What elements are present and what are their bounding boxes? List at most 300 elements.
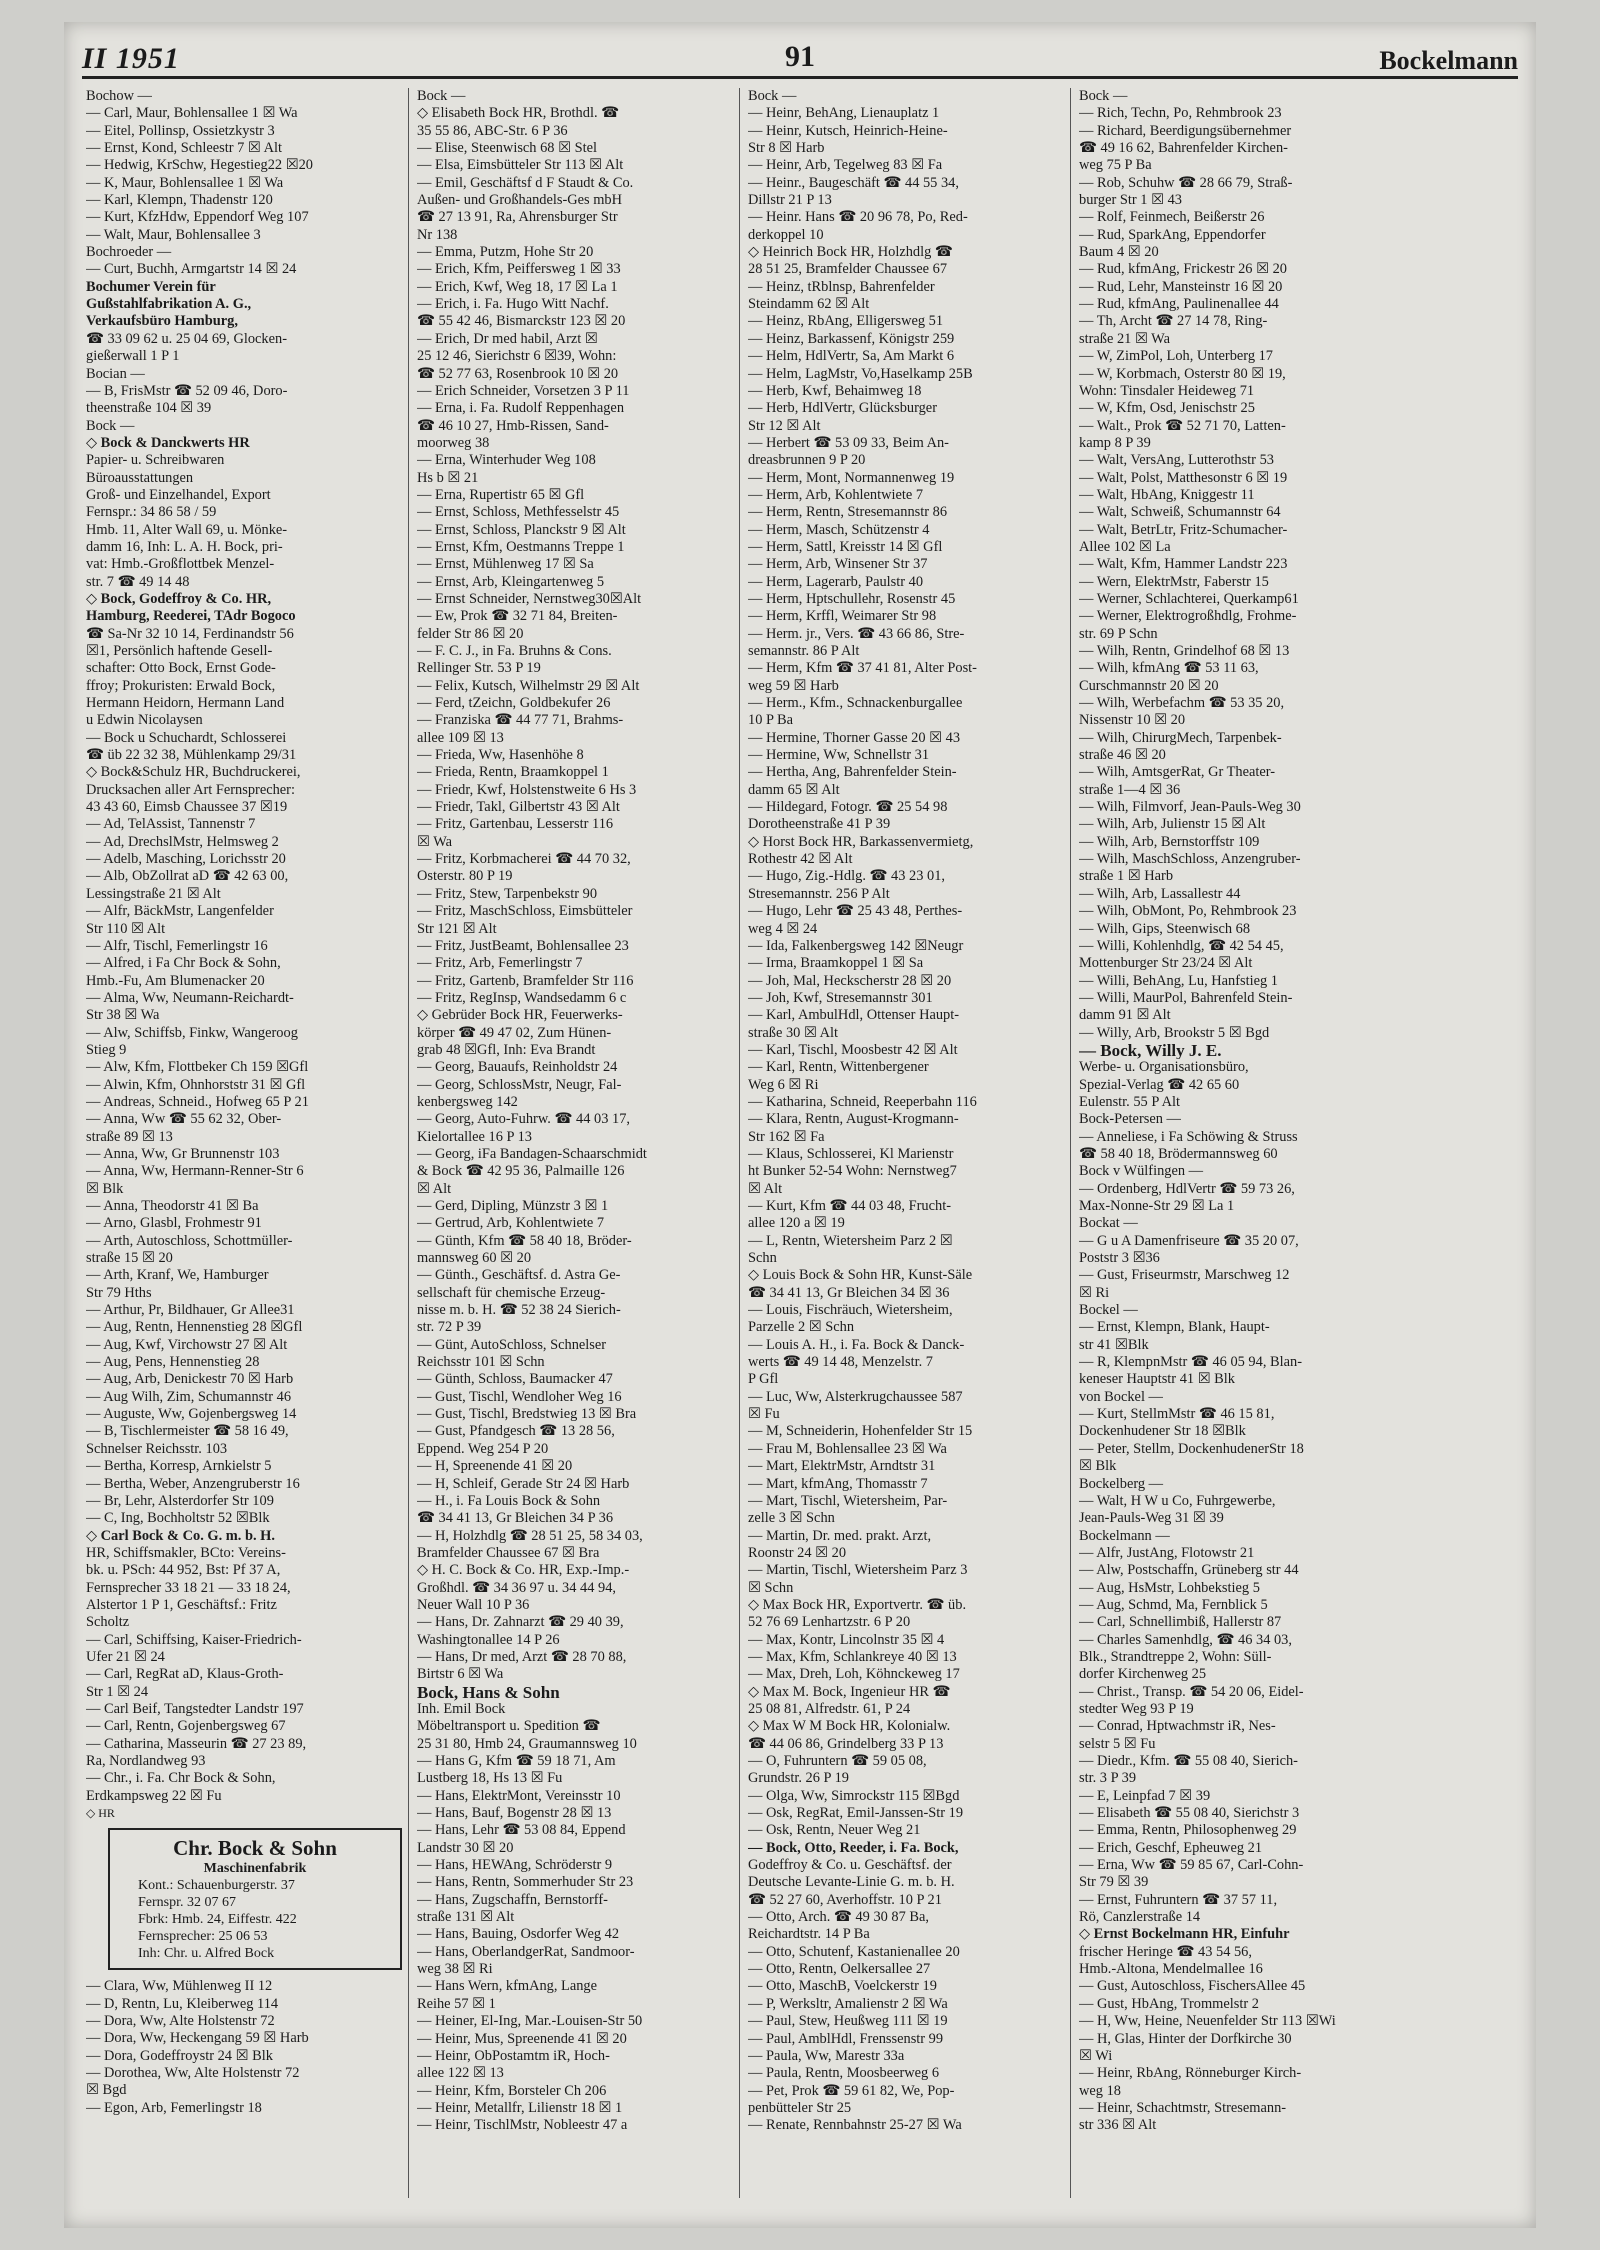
directory-entry-line: — Curt, Buchh, Armgartstr 14 ☒ 24 bbox=[86, 261, 297, 278]
directory-entry-line: — Heinr, Arb, Tegelweg 83 ☒ Fa bbox=[748, 157, 943, 174]
directory-entry-line: — Herm, Rentn, Stresemannstr 86 bbox=[748, 504, 948, 521]
directory-entry-line: — Kurt, StellmMstr ☎ 46 15 81, bbox=[1079, 1406, 1275, 1423]
directory-entry-line: Str 12 ☒ Alt bbox=[748, 417, 821, 434]
directory-entry-line: ☒ Ri bbox=[1079, 1284, 1110, 1301]
directory-entry-line: — Dora, Ww, Alte Holstenstr 72 bbox=[86, 2013, 275, 2030]
directory-entry-line: — Walt, Polst, Matthesonstr 6 ☒ 19 bbox=[1079, 469, 1288, 486]
directory-entry-line: — F. C. J., in Fa. Bruhns & Cons. bbox=[417, 643, 612, 659]
directory-entry-line: Ra, Nordlandweg 93 bbox=[86, 1753, 206, 1769]
directory-entry-line: — Bertha, Weber, Anzengruberstr 16 bbox=[86, 1475, 300, 1492]
directory-entry-line: — Gust, Tischl, Wendloher Weg 16 bbox=[417, 1388, 622, 1405]
directory-entry-line: Bock — bbox=[748, 88, 797, 104]
directory-entry-line: str. 3 P 39 bbox=[1079, 1770, 1137, 1787]
directory-entry-line: — Günth., Geschäftsf. d. Astra Ge- bbox=[417, 1267, 621, 1284]
directory-entry-line: allee 109 ☒ 13 bbox=[417, 729, 504, 746]
directory-entry-line: — Klara, Rentn, August-Krogmann- bbox=[748, 1111, 959, 1128]
directory-entry-line: — Karl, Rentn, Wittenbergener bbox=[748, 1059, 929, 1076]
directory-entry-line: Mottenburger Str 23/24 ☒ Alt bbox=[1079, 955, 1253, 972]
directory-entry-line: — Günt, AutoSchloss, Schnelser bbox=[417, 1336, 607, 1353]
directory-entry-line: 25 08 81, Alfredstr. 61, P 24 bbox=[748, 1700, 911, 1717]
directory-entry-line: zelle 3 ☒ Schn bbox=[748, 1510, 835, 1527]
directory-entry-line: — Eitel, Pollinsp, Ossietzkystr 3 bbox=[86, 122, 275, 139]
directory-entry-line: — Hans, ElektrMont, Vereinsstr 10 bbox=[417, 1787, 621, 1804]
directory-entry-line: — Herm, Mont, Normannenweg 19 bbox=[748, 469, 955, 486]
directory-entry-line: — R, KlempnMstr ☎ 46 05 94, Blan- bbox=[1079, 1354, 1302, 1371]
directory-entry-line: — Arth, Autoschloss, Schottmüller- bbox=[86, 1232, 293, 1249]
directory-entry-line: ◇ Ernst Bockelmann HR, Einfuhr bbox=[1079, 1926, 1290, 1943]
directory-entry-line: schafter: Otto Bock, Ernst Gode- bbox=[86, 660, 276, 677]
directory-entry-line: ◇ Max W M Bock HR, Kolonialw. bbox=[748, 1718, 951, 1735]
directory-entry-line: — Ew, Prok ☎ 32 71 84, Breiten- bbox=[417, 608, 618, 625]
directory-entry-line: 35 55 86, ABC-Str. 6 P 36 bbox=[417, 122, 568, 139]
directory-entry-line: — Ernst, Schloss, Methfesselstr 45 bbox=[417, 504, 620, 521]
directory-entry-line: — Alfr, BäckMstr, Langenfelder bbox=[86, 903, 274, 920]
directory-entry-line: — Aug, Pens, Hennenstieg 28 bbox=[86, 1354, 260, 1371]
directory-entry-line: Ufer 21 ☒ 24 bbox=[86, 1648, 165, 1665]
directory-entry-line: ☎ 46 10 27, Hmb-Rissen, Sand- bbox=[417, 417, 609, 434]
directory-entry-line: derkoppel 10 bbox=[748, 226, 824, 243]
directory-entry-line: — Dora, Ww, Heckengang 59 ☒ Harb bbox=[86, 2030, 309, 2047]
directory-entry-line: ◇ Bock&Schulz HR, Buchdruckerei, bbox=[86, 764, 301, 781]
directory-entry-line: — Anneliese, i Fa Schöwing & Struss bbox=[1079, 1128, 1298, 1145]
directory-entry-line: — Hans, Dr. Zahnarzt ☎ 29 40 39, bbox=[417, 1614, 624, 1631]
directory-entry-line: — Hans, Bauing, Osdorfer Weg 42 bbox=[417, 1926, 620, 1943]
directory-entry-line: — Erna, Rupertistr 65 ☒ Gfl bbox=[417, 486, 585, 503]
directory-entry-line: — Walt, H W u Co, Fuhrgewerbe, bbox=[1079, 1492, 1276, 1509]
directory-entry-line: 43 43 60, Eimsb Chaussee 37 ☒19 bbox=[86, 799, 288, 816]
directory-entry-line: — Ernst, Mühlenweg 17 ☒ Sa bbox=[417, 556, 594, 573]
directory-entry-line: P Gfl bbox=[748, 1371, 779, 1388]
directory-entry-line: ☎ 49 16 62, Bahrenfelder Kirchen- bbox=[1079, 140, 1288, 157]
directory-entry-line: — Walt, HbAng, Kniggestr 11 bbox=[1079, 486, 1255, 503]
directory-entry-line: str. 69 P Schn bbox=[1079, 625, 1158, 642]
directory-entry-line: straße 131 ☒ Alt bbox=[417, 1909, 515, 1926]
directory-entry-line: damm 91 ☒ Alt bbox=[1079, 1007, 1171, 1024]
directory-entry-line: — Erna, Ww ☎ 59 85 67, Carl-Cohn- bbox=[1079, 1857, 1304, 1874]
page-number: 91 bbox=[785, 40, 815, 73]
directory-entry-line: ◇ Horst Bock HR, Barkassenvermietg, bbox=[748, 833, 974, 850]
directory-entry-line: — Carl, Maur, Bohlensallee 1 ☒ Wa bbox=[86, 105, 298, 122]
directory-entry-line: — Gertrud, Arb, Kohlentwiete 7 bbox=[417, 1215, 605, 1232]
directory-entry-line: damm 65 ☒ Alt bbox=[748, 781, 840, 798]
directory-entry-line: — Arthur, Pr, Bildhauer, Gr Allee31 bbox=[86, 1302, 295, 1319]
directory-entry-line: Bochroeder — bbox=[86, 244, 172, 261]
directory-entry-line: — Wern, ElektrMstr, Faberstr 15 bbox=[1079, 573, 1269, 590]
directory-entry-line: — Walt, VersAng, Lutterothstr 53 bbox=[1079, 452, 1274, 469]
directory-entry-line: straße 30 ☒ Alt bbox=[748, 1024, 839, 1041]
directory-entry-line: — Bock, Willy J. E. bbox=[1079, 1041, 1222, 1060]
directory-entry-line: Grundstr. 26 P 19 bbox=[748, 1770, 850, 1787]
directory-entry-line: ◇ H. C. Bock & Co. HR, Exp.-Imp.- bbox=[417, 1562, 630, 1579]
directory-entry-line: — Otto, Schutenf, Kastanienallee 20 bbox=[748, 1943, 960, 1960]
directory-entry-line: — Ernst, Kfm, Oestmanns Treppe 1 bbox=[417, 538, 625, 555]
directory-entry-line: ☎ 27 13 91, Ra, Ahrensburger Str bbox=[417, 209, 618, 226]
directory-entry-line: — Rich, Techn, Po, Rehmbrook 23 bbox=[1079, 105, 1282, 122]
directory-entry-line: — Wilh, Arb, Bernstorffstr 109 bbox=[1079, 833, 1260, 850]
directory-entry-line: — Aug, Arb, Denickestr 70 ☒ Harb bbox=[86, 1371, 294, 1388]
directory-entry-line: straße 1—4 ☒ 36 bbox=[1079, 781, 1181, 798]
directory-entry-line: ☒ Wi bbox=[1079, 2047, 1113, 2064]
directory-entry-line: weg 38 ☒ Ri bbox=[417, 1961, 493, 1978]
directory-entry-line: — Paula, Rentn, Moosbeerweg 6 bbox=[748, 2065, 940, 2082]
directory-entry-line: Bock-Petersen — bbox=[1079, 1111, 1181, 1128]
directory-entry-line: — G u A Damenfriseure ☎ 35 20 07, bbox=[1079, 1232, 1299, 1249]
directory-entry-line: — Hans, Bauf, Bogenstr 28 ☒ 13 bbox=[417, 1805, 612, 1822]
directory-entry-line: — Alwin, Kfm, Ohnhorststr 31 ☒ Gfl bbox=[86, 1076, 306, 1093]
directory-entry-line: ffroy; Prokuristen: Erwald Bock, bbox=[86, 677, 276, 694]
directory-entry-line: straße 15 ☒ 20 bbox=[86, 1250, 173, 1267]
directory-entry-line: — Aug, HsMstr, Lohbekstieg 5 bbox=[1079, 1579, 1260, 1596]
directory-entry-line: Bock — bbox=[86, 417, 135, 434]
directory-entry-line: — Wilh, Filmvorf, Jean-Pauls-Weg 30 bbox=[1079, 799, 1301, 816]
directory-entry-line: — Günth, Schloss, Baumacker 47 bbox=[417, 1371, 613, 1388]
directory-entry-line: Büroausstattungen bbox=[86, 469, 194, 486]
directory-entry-line: — Hugo, Zig.-Hdlg. ☎ 43 23 01, bbox=[748, 868, 945, 885]
directory-entry-line: Osterstr. 80 P 19 bbox=[417, 868, 513, 885]
directory-entry-line: Alstertor 1 P 1, Geschäftsf.: Fritz bbox=[86, 1596, 277, 1613]
directory-entry-line: — Hans, Zugschaffn, Bernstorff- bbox=[417, 1891, 608, 1908]
directory-entry-line: ☎ 52 27 60, Averhoffstr. 10 P 21 bbox=[748, 1891, 942, 1908]
directory-entry-line: Lessingstraße 21 ☒ Alt bbox=[86, 885, 221, 902]
directory-entry-line: — Georg, iFa Bandagen-Schaarschmidt bbox=[417, 1145, 647, 1162]
directory-entry-line: ◇ Heinrich Bock HR, Holzhdlg ☎ bbox=[748, 244, 953, 261]
directory-entry-line: — Heinr, ObPostamtm iR, Hoch- bbox=[417, 2047, 610, 2064]
directory-entry-line: — Bertha, Korresp, Arnkielstr 5 bbox=[86, 1458, 272, 1475]
directory-entry-line: Papier- u. Schreibwaren bbox=[86, 452, 225, 469]
directory-entry-line: Großhdl. ☎ 34 36 97 u. 34 44 94, bbox=[417, 1579, 617, 1596]
directory-entry-line: Dockenhudener Str 18 ☒Blk bbox=[1079, 1423, 1246, 1440]
directory-entry-line: Dorotheenstraße 41 P 39 bbox=[748, 816, 891, 833]
directory-entry-line: — Gust, Pfandgesch ☎ 13 28 56, bbox=[417, 1423, 615, 1440]
directory-entry-line: — Frieda, Rentn, Braamkoppel 1 bbox=[417, 764, 609, 781]
directory-entry-line: Spezial-Verlag ☎ 42 65 60 bbox=[1079, 1076, 1240, 1093]
directory-entry-line: — Herm, Kfm ☎ 37 41 81, Alter Post- bbox=[748, 660, 977, 677]
directory-entry-line: ◇ Max M. Bock, Ingenieur HR ☎ bbox=[748, 1683, 951, 1700]
directory-entry-line: str. 72 P 39 bbox=[417, 1319, 482, 1336]
directory-entry-line: allee 122 ☒ 13 bbox=[417, 2065, 504, 2082]
directory-entry-line: — Aug, Kwf, Virchowstr 27 ☒ Alt bbox=[86, 1336, 288, 1353]
directory-entry-line: — Rud, kfmAng, Frickestr 26 ☒ 20 bbox=[1079, 261, 1287, 278]
columns bbox=[82, 88, 1516, 2198]
directory-entry-line: gießerwall 1 P 1 bbox=[86, 348, 180, 365]
directory-entry-line: — Herm. jr., Vers. ☎ 43 66 86, Stre- bbox=[748, 625, 965, 642]
directory-entry-line: — Hedwig, KrSchw, Hegestieg22 ☒20 bbox=[86, 157, 313, 174]
directory-entry-line: — Diedr., Kfm. ☎ 55 08 40, Sierich- bbox=[1079, 1753, 1298, 1769]
directory-entry-line: — Herm, Lagerarb, Paulstr 40 bbox=[748, 573, 924, 590]
directory-entry-line: — H, Glas, Hinter der Dorfkirche 30 bbox=[1079, 2030, 1292, 2047]
directory-entry-line: Fernsprecher 33 18 21 — 33 18 24, bbox=[86, 1579, 291, 1596]
directory-entry-line: Dillstr 21 P 13 bbox=[748, 192, 832, 209]
directory-entry-line: — Alw, Schiffsb, Finkw, Wangeroog bbox=[86, 1024, 298, 1041]
directory-entry-line: — Chr., i. Fa. Chr Bock & Sohn, bbox=[86, 1770, 276, 1787]
column-2 bbox=[408, 88, 739, 2198]
directory-entry-line: — Heiner, El-Ing, Mar.-Louisen-Str 50 bbox=[417, 2013, 643, 2030]
directory-entry-line: — Herm, Masch, Schützenstr 4 bbox=[748, 521, 930, 538]
directory-entry-line: — W, Korbmach, Osterstr 80 ☒ 19, bbox=[1079, 365, 1286, 382]
directory-entry-line: ☎ üb 22 32 38, Mühlenkamp 29/31 bbox=[86, 747, 297, 764]
directory-entry-line: ◇ Carl Bock & Co. G. m. b. H. bbox=[86, 1527, 275, 1544]
directory-entry-line: & Bock ☎ 42 95 36, Palmaille 126 bbox=[417, 1163, 625, 1180]
directory-entry-line: str 336 ☒ Alt bbox=[1079, 2117, 1157, 2134]
directory-entry-line: — Hermine, Thorner Gasse 20 ☒ 43 bbox=[748, 729, 961, 746]
directory-entry-line: — Katharina, Schneid, Reeperbahn 116 bbox=[748, 1093, 977, 1110]
directory-entry-line: — Ernst Schneider, Nernstweg30☒Alt bbox=[417, 590, 642, 607]
directory-entry-line: 25 31 80, Hmb 24, Graumannsweg 10 bbox=[417, 1735, 637, 1752]
directory-entry-line: Eppend. Weg 254 P 20 bbox=[417, 1440, 549, 1457]
directory-entry-line: damm 16, Inh: L. A. H. Bock, pri- bbox=[86, 538, 283, 555]
directory-entry-line: — Rud, kfmAng, Paulinenallee 44 bbox=[1079, 296, 1279, 313]
directory-entry-line: — Auguste, Ww, Gojenbergsweg 14 bbox=[86, 1406, 297, 1423]
directory-entry-line: sellschaft für chemische Erzeug- bbox=[417, 1284, 606, 1301]
directory-entry-line: — D, Rentn, Lu, Kleiberweg 114 bbox=[86, 1995, 279, 2012]
directory-entry-line: — Willi, Kohlenhdlg, ☎ 42 54 45, bbox=[1079, 937, 1284, 954]
directory-entry-line: vat: Hmb.-Großflottbek Menzel- bbox=[86, 556, 275, 573]
directory-entry-line: dreasbrunnen 9 P 20 bbox=[748, 452, 866, 469]
directory-entry-line: Bock — bbox=[417, 88, 466, 104]
directory-entry-line: — Willi, MaurPol, Bahrenfeld Stein- bbox=[1079, 989, 1293, 1006]
directory-entry-line: — E, Leinpfad 7 ☒ 39 bbox=[1079, 1787, 1211, 1804]
directory-entry-line: ☎ 58 40 18, Brödermannsweg 60 bbox=[1079, 1145, 1278, 1162]
directory-entry-line: — Elsa, Eimsbütteler Str 113 ☒ Alt bbox=[417, 157, 624, 174]
directory-entry-line: — Wilh, MaschSchloss, Anzengruber- bbox=[1079, 851, 1301, 868]
directory-entry-line: — Irma, Braamkoppel 1 ☒ Sa bbox=[748, 955, 924, 972]
directory-entry-line: — Martin, Tischl, Wietersheim Parz 3 bbox=[748, 1562, 968, 1579]
directory-entry-line: — Arno, Glasbl, Frohmestr 91 bbox=[86, 1215, 262, 1232]
directory-entry-line: frischer Heringe ☎ 43 54 56, bbox=[1079, 1943, 1252, 1960]
directory-page bbox=[64, 22, 1536, 2228]
directory-entry-line: — Werner, Elektrogroßhdlg, Frohme- bbox=[1079, 608, 1297, 625]
directory-entry-line: 52 76 69 Lenhartzstr. 6 P 20 bbox=[748, 1614, 911, 1631]
directory-entry-line: — Helm, LagMstr, Vo,Haselkamp 25B bbox=[748, 365, 973, 382]
directory-entry-line: Bramfelder Chaussee 67 ☒ Bra bbox=[417, 1544, 600, 1561]
directory-entry-line: — Conrad, Hptwachmstr iR, Nes- bbox=[1079, 1718, 1276, 1735]
directory-entry-line: — Erich, Dr med habil, Arzt ☒ bbox=[417, 330, 598, 347]
directory-entry-line: Parzelle 2 ☒ Schn bbox=[748, 1319, 855, 1336]
directory-entry-line: — Walt., Prok ☎ 52 71 70, Latten- bbox=[1079, 417, 1286, 434]
directory-entry-line: — Helm, HdlVertr, Sa, Am Markt 6 bbox=[748, 348, 955, 365]
directory-entry-line: — Heinr, Metallfr, Lilienstr 18 ☒ 1 bbox=[417, 2099, 623, 2116]
directory-entry-line: — Hertha, Ang, Bahrenfelder Stein- bbox=[748, 764, 957, 781]
directory-entry-line: straße 21 ☒ Wa bbox=[1079, 330, 1171, 347]
directory-entry-line: Hs b ☒ 21 bbox=[417, 469, 479, 486]
directory-entry-line: — Fritz, MaschSchloss, Eimsbütteler bbox=[417, 903, 633, 920]
ad-title: Chr. Bock & Sohn bbox=[173, 1836, 337, 1861]
directory-entry-line: — Egon, Arb, Femerlingstr 18 bbox=[86, 2099, 262, 2116]
directory-entry-line: ◇ Bock & Danckwerts HR bbox=[86, 434, 250, 451]
directory-entry-line: — Anna, Ww, Hermann-Renner-Str 6 bbox=[86, 1163, 304, 1180]
directory-entry-line: Hermann Heidorn, Hermann Land bbox=[86, 695, 285, 712]
directory-entry-line: felder Str 86 ☒ 20 bbox=[417, 625, 524, 642]
directory-entry-line: — Ernst, Schloss, Planckstr 9 ☒ Alt bbox=[417, 521, 626, 538]
directory-entry-line: — Carl, Schnellimbiß, Hallerstr 87 bbox=[1079, 1614, 1282, 1631]
directory-entry-line: Deutsche Levante-Linie G. m. b. H. bbox=[748, 1874, 955, 1891]
directory-entry-line: — Walt, Schweiß, Schumannstr 64 bbox=[1079, 504, 1281, 521]
directory-entry-line: — Friedr, Kwf, Holstenstweite 6 Hs 3 bbox=[417, 781, 637, 798]
directory-entry-line: — Max, Kfm, Schlankreye 40 ☒ 13 bbox=[748, 1648, 957, 1665]
header-running-name: Bockelmann bbox=[1379, 46, 1518, 75]
directory-entry-line: Bockelberg — bbox=[1079, 1475, 1164, 1492]
directory-entry-line: — Otto, MaschB, Voelckerstr 19 bbox=[748, 1978, 937, 1995]
directory-entry-line: — Aug, Schmd, Ma, Fernblick 5 bbox=[1079, 1596, 1268, 1613]
directory-entry-line: — Felix, Kutsch, Wilhelmstr 29 ☒ Alt bbox=[417, 677, 640, 694]
directory-entry-line: Drucksachen aller Art Fernsprecher: bbox=[86, 781, 295, 798]
directory-entry-line: — Max, Dreh, Loh, Köhnckeweg 17 bbox=[748, 1666, 960, 1683]
directory-entry-line: ☒ Wa bbox=[417, 833, 453, 850]
directory-entry-line: — M, Schneiderin, Hohenfelder Str 15 bbox=[748, 1423, 973, 1440]
directory-entry-line: ◇ Bock, Godeffroy & Co. HR, bbox=[86, 590, 272, 607]
directory-entry-line: — Carl Beif, Tangstedter Landstr 197 bbox=[86, 1700, 304, 1717]
directory-entry-line: von Bockel — bbox=[1079, 1388, 1163, 1405]
directory-entry-line: — Karl, Klempn, Thadenstr 120 bbox=[86, 192, 273, 209]
directory-entry-line: — Heinr. Hans ☎ 20 96 78, Po, Red- bbox=[748, 209, 968, 226]
directory-entry-line: — Dorothea, Ww, Alte Holstenstr 72 bbox=[86, 2065, 300, 2082]
directory-entry-line: — Herm., Kfm., Schnackenburgallee bbox=[748, 695, 963, 712]
directory-entry-line: Bock, Hans & Sohn bbox=[417, 1683, 560, 1701]
directory-entry-line: — Osk, RegRat, Emil-Janssen-Str 19 bbox=[748, 1805, 964, 1822]
directory-entry-line: Rellinger Str. 53 P 19 bbox=[417, 660, 541, 677]
directory-entry-line: penbütteler Str 25 bbox=[748, 2099, 852, 2116]
directory-entry-line: straße 89 ☒ 13 bbox=[86, 1128, 173, 1145]
directory-entry-line: — Heinz, Barkassenf, Königstr 259 bbox=[748, 330, 955, 347]
directory-entry-line: — Ernst, Fuhruntern ☎ 37 57 11, bbox=[1079, 1891, 1278, 1908]
directory-entry-line: — Karl, AmbulHdl, Ottenser Haupt- bbox=[748, 1007, 960, 1024]
directory-entry-line: — Gust, Friseurmstr, Marschweg 12 bbox=[1079, 1267, 1290, 1284]
directory-entry-line: Schn bbox=[748, 1250, 777, 1267]
directory-entry-line: ◇ Louis Bock & Sohn HR, Kunst-Säle bbox=[748, 1267, 973, 1284]
directory-entry-line: str 41 ☒Blk bbox=[1079, 1336, 1149, 1353]
directory-entry-line: Baum 4 ☒ 20 bbox=[1079, 244, 1159, 261]
directory-entry-line: — Alfred, i Fa Chr Bock & Sohn, bbox=[86, 955, 281, 972]
directory-entry-line: — Catharina, Masseurin ☎ 27 23 89, bbox=[86, 1735, 307, 1752]
directory-entry-line: — Herb, HdlVertr, Glücksburger bbox=[748, 400, 937, 417]
directory-entry-line: — Elise, Steenwisch 68 ☒ Stel bbox=[417, 140, 597, 157]
directory-entry-line: — Fritz, Arb, Femerlingstr 7 bbox=[417, 955, 583, 972]
directory-entry-line: Außen- und Großhandels-Ges mbH bbox=[417, 192, 623, 209]
directory-entry-line: — Walt, Kfm, Hammer Landstr 223 bbox=[1079, 556, 1288, 573]
directory-entry-line: — Franziska ☎ 44 77 71, Brahms- bbox=[417, 712, 624, 729]
directory-entry-line: Poststr 3 ☒36 bbox=[1079, 1250, 1160, 1267]
directory-entry-line: — H, Holzhdlg ☎ 28 51 25, 58 34 03, bbox=[417, 1527, 643, 1544]
directory-entry-line: — Pet, Prok ☎ 59 61 82, We, Pop- bbox=[748, 2082, 955, 2099]
directory-entry-line: — Arth, Kranf, We, Hamburger bbox=[86, 1267, 269, 1284]
directory-entry-line: — Andreas, Schneid., Hofweg 65 P 21 bbox=[86, 1093, 309, 1110]
directory-entry-line: ☎ 34 41 13, Gr Bleichen 34 P 36 bbox=[417, 1510, 614, 1527]
directory-entry-line: str. 7 ☎ 49 14 48 bbox=[86, 573, 190, 590]
directory-entry-line: Str 8 ☒ Harb bbox=[748, 140, 825, 157]
directory-entry-line: — H, Ww, Heine, Neuenfelder Str 113 ☒Wi bbox=[1079, 2013, 1336, 2030]
directory-entry-line: Inh. Emil Bock bbox=[417, 1700, 506, 1717]
directory-entry-line: Bochumer Verein für bbox=[86, 278, 216, 295]
directory-entry-line: Stieg 9 bbox=[86, 1041, 127, 1058]
directory-entry-line: — Anna, Ww ☎ 55 62 32, Ober- bbox=[86, 1111, 282, 1128]
directory-entry-line: — Fritz, RegInsp, Wandsedamm 6 c bbox=[417, 989, 627, 1006]
directory-entry-line: — Fritz, Gartenbau, Lesserstr 116 bbox=[417, 816, 614, 833]
directory-entry-line: — H, Spreenende 41 ☒ 20 bbox=[417, 1458, 573, 1475]
directory-entry-line: Str 1 ☒ 24 bbox=[86, 1683, 149, 1700]
directory-entry-line: allee 120 a ☒ 19 bbox=[748, 1215, 845, 1232]
directory-entry-line: — Walt, BetrLtr, Fritz-Schumacher- bbox=[1079, 521, 1288, 538]
directory-entry-line: — Christ., Transp. ☎ 54 20 06, Eidel- bbox=[1079, 1683, 1304, 1700]
directory-entry-line: Eulenstr. 55 P Alt bbox=[1079, 1093, 1181, 1110]
directory-entry-line: Washingtonallee 14 P 26 bbox=[417, 1631, 560, 1648]
directory-entry-line: — Otto, Arch. ☎ 49 30 87 Ba, bbox=[748, 1909, 930, 1926]
directory-entry-line: — Wilh, kfmAng ☎ 53 11 63, bbox=[1079, 660, 1259, 677]
directory-entry-line: Erdkampsweg 22 ☒ Fu bbox=[86, 1787, 222, 1804]
directory-entry-line: — Charles Samenhdlg, ☎ 46 34 03, bbox=[1079, 1631, 1292, 1648]
directory-entry-line: — Hans, HEWAng, Schröderstr 9 bbox=[417, 1857, 613, 1874]
directory-entry-line: semannstr. 86 P Alt bbox=[748, 643, 860, 659]
directory-entry-line: Neuer Wall 10 P 36 bbox=[417, 1596, 530, 1613]
directory-entry-line: Max-Nonne-Str 29 ☒ La 1 bbox=[1079, 1198, 1235, 1214]
directory-entry-line: dorfer Kirchenweg 25 bbox=[1079, 1666, 1207, 1683]
directory-entry-line: Str 79 Hths bbox=[86, 1284, 152, 1301]
directory-entry-line: — Hildegard, Fotogr. ☎ 25 54 98 bbox=[748, 799, 948, 816]
directory-entry-line: — Bock, Otto, Reeder, i. Fa. Bock, bbox=[748, 1839, 959, 1856]
directory-entry-line: — Wilh, Rentn, Grindelhof 68 ☒ 13 bbox=[1079, 643, 1290, 659]
directory-entry-line: — Gust, Tischl, Bredstwieg 13 ☒ Bra bbox=[417, 1406, 637, 1423]
directory-entry-line: — W, ZimPol, Loh, Unterberg 17 bbox=[1079, 348, 1273, 365]
directory-entry-line: weg 18 bbox=[1079, 2082, 1121, 2099]
directory-entry-line: ht Bunker 52-54 Wohn: Nernstweg7 bbox=[748, 1163, 957, 1180]
directory-entry-line: — Hans, OberlandgerRat, Sandmoor- bbox=[417, 1943, 635, 1960]
directory-entry-line: — Wilh, Arb, Julienstr 15 ☒ Alt bbox=[1079, 816, 1266, 833]
ad-line: Inh: Chr. u. Alfred Bock bbox=[138, 1946, 275, 1962]
directory-entry-line: — Herbert ☎ 53 09 33, Beim An- bbox=[748, 434, 949, 451]
directory-entry-line: Hmb.-Altona, Mendelmallee 16 bbox=[1079, 1961, 1263, 1978]
directory-entry-line: — P, Werksltr, Amalienstr 2 ☒ Wa bbox=[748, 1995, 948, 2012]
directory-entry-line: — Louis A. H., i. Fa. Bock & Danck- bbox=[748, 1336, 965, 1353]
page-header bbox=[82, 36, 1518, 79]
directory-entry-line: — Martin, Dr. med. prakt. Arzt, bbox=[748, 1527, 932, 1544]
directory-entry-line: Verkaufsbüro Hamburg, bbox=[86, 313, 238, 330]
ad-marker: ◇ HR bbox=[86, 1806, 115, 1821]
directory-entry-line: Groß- und Einzelhandel, Export bbox=[86, 486, 271, 503]
column-1 bbox=[82, 88, 408, 2198]
directory-entry-line: theenstraße 104 ☒ 39 bbox=[86, 400, 212, 417]
directory-entry-line: Str 162 ☒ Fa bbox=[748, 1128, 825, 1145]
directory-entry-line: Jean-Pauls-Weg 31 ☒ 39 bbox=[1079, 1510, 1224, 1527]
directory-entry-line: — Paula, Ww, Marestr 33a bbox=[748, 2047, 905, 2064]
directory-entry-line: — Joh, Kwf, Stresemannstr 301 bbox=[748, 989, 933, 1006]
directory-entry-line: Blk., Strandtreppe 2, Wohn: Süll- bbox=[1079, 1648, 1272, 1665]
directory-entry-line: Bocian — bbox=[86, 365, 145, 382]
directory-entry-line: Wohn: Tinsdaler Heideweg 71 bbox=[1079, 382, 1255, 399]
directory-entry-line: — Elisabeth ☎ 55 08 40, Sierichstr 3 bbox=[1079, 1805, 1300, 1822]
directory-entry-line: — Ordenberg, HdlVertr ☎ 59 73 26, bbox=[1079, 1180, 1295, 1197]
directory-entry-line: — Emma, Putzm, Hohe Str 20 bbox=[417, 244, 594, 261]
directory-entry-line: — Max, Kontr, Lincolnstr 35 ☒ 4 bbox=[748, 1631, 945, 1648]
directory-entry-line: — Erich, i. Fa. Hugo Witt Nachf. bbox=[417, 296, 609, 313]
directory-entry-line: Reichsstr 101 ☒ Schn bbox=[417, 1354, 545, 1371]
directory-entry-line: — Werner, Schlachterei, Querkamp61 bbox=[1079, 590, 1299, 607]
header-volume-year: II 1951 bbox=[82, 42, 180, 75]
directory-entry-line: ☎ 52 77 63, Rosenbrook 10 ☒ 20 bbox=[417, 365, 619, 382]
directory-entry-line: — Heinr, RbAng, Rönneburger Kirch- bbox=[1079, 2065, 1302, 2082]
directory-entry-line: Nissenstr 10 ☒ 20 bbox=[1079, 712, 1186, 729]
directory-entry-line: ☎ 55 42 46, Bismarckstr 123 ☒ 20 bbox=[417, 313, 626, 330]
directory-entry-line: Curschmannstr 20 ☒ 20 bbox=[1079, 677, 1219, 694]
directory-entry-line: grab 48 ☒Gfl, Inh: Eva Brandt bbox=[417, 1041, 596, 1058]
directory-entry-line: — Hermine, Ww, Schnellstr 31 bbox=[748, 747, 930, 764]
directory-entry-line: werts ☎ 49 14 48, Menzelstr. 7 bbox=[748, 1354, 933, 1371]
directory-entry-line: 25 12 46, Sierichstr 6 ☒39, Wohn: bbox=[417, 348, 617, 365]
directory-entry-line: Nr 138 bbox=[417, 226, 458, 243]
directory-entry-line: — W, Kfm, Osd, Jenischstr 25 bbox=[1079, 400, 1255, 417]
directory-entry-line: — Walt, Maur, Bohlensallee 3 bbox=[86, 226, 261, 243]
directory-entry-line: — Mart, Tischl, Wietersheim, Par- bbox=[748, 1492, 948, 1509]
directory-entry-line: — Heinr, Kutsch, Heinrich-Heine- bbox=[748, 122, 948, 139]
directory-entry-line: ☎ Sa-Nr 32 10 14, Ferdinandstr 56 bbox=[86, 625, 294, 642]
